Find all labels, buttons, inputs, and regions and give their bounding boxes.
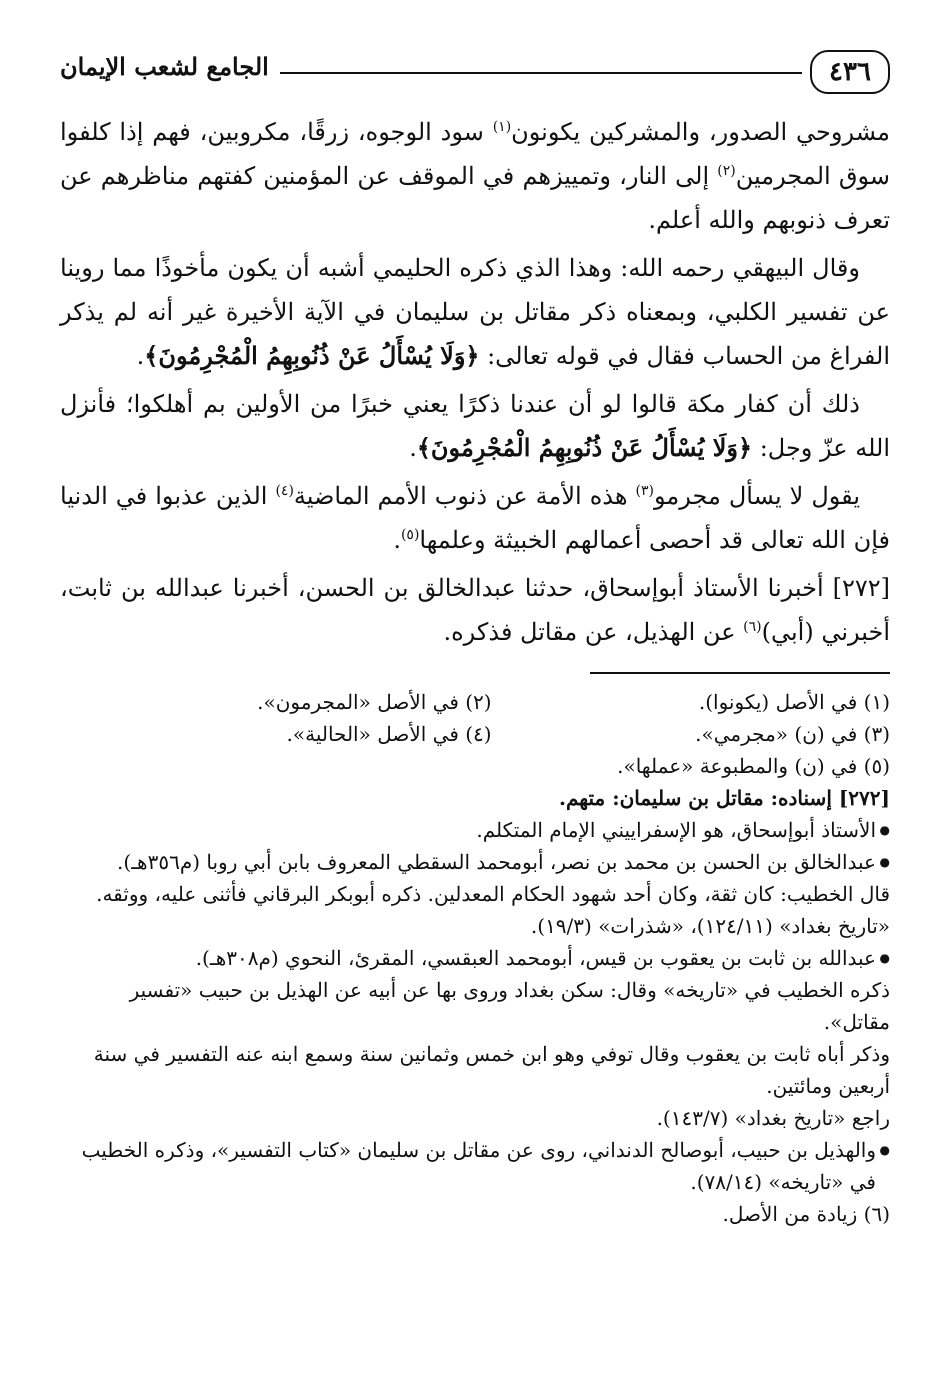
paragraph-2 — [60, 246, 890, 378]
book-page — [60, 40, 890, 1230]
footnote-6: (٦) زيادة من الأصل. — [722, 1202, 890, 1226]
main-text — [60, 110, 890, 654]
paragraph-3 — [60, 382, 890, 470]
p4-end: . — [393, 526, 401, 554]
quran-verse-2: ﴿وَلَا يُسْأَلُ عَنْ ذُنُوبِهِمُ الْمُجْرِمُونَ﴾ — [416, 433, 753, 462]
p1-text-b: سود الوجوه، زرقًا، مكروبين، فهم إذا كلفوا سوق المجرمين — [60, 118, 890, 190]
footnote-ref-3[interactable]: (٣) — [635, 483, 654, 499]
footnote-1: (١) في الأصل (يكونوا). — [698, 690, 890, 714]
footnote-ref-1[interactable]: (١) — [492, 119, 512, 135]
p5-text-a: [٢٧٢] أخبرنا الأستاذ أبوإسحاق، حدثنا عبدالخالق بن الحسن، أخبرنا عبدالله بن ثابت، أخبرني (أبي) — [60, 574, 890, 646]
paragraph-4 — [60, 474, 890, 562]
p4-text-b: هذه الأمة عن ذنوب الأمم الماضية — [293, 482, 636, 510]
p1-text-a: مشروحي الصدور، والمشركين يكونون — [511, 118, 890, 146]
p4-text-c: الذين عذبوا في الدنيا فإن الله تعالى قد أحصى أعمالهم الخبيثة وعلمها — [60, 482, 890, 554]
bullet-abdullah: ● عبدالله بن ثابت بن يعقوب بن قيس، أبومحمد العبقسي، المقرئ، النحوي (م٣٠٨هـ). — [60, 942, 890, 974]
bullet-ishaq: ● الأستاذ أبوإسحاق، هو الإسفراييني الإمام المتكلم. — [60, 814, 890, 846]
p2-text: وقال البيهقي رحمه الله: وهذا الذي ذكره الحليمي أشبه أن يكون مأخوذًا مما روينا عن تفسير الكلبي، وبمعناه ذكر مقاتل بن سليمان في الآية الأخيرة غير أنه لم يذكر الفراغ من الحساب فقال في قوله تعالى: — [60, 254, 890, 370]
abdullah-father: وذكر أباه ثابت بن يعقوب وقال توفي وهو ابن خمس وثمانين سنة وسمع ابنه عنه التفسير في سنة أربعين ومائتين. — [93, 1042, 890, 1098]
bullet-hudhayl: ● والهذيل بن حبيب، أبوصالح الدنداني، روى عن مقاتل بن سليمان «كتاب التفسير»، وذكره الخطيب في «تاريخه» (٧٨/١٤). — [60, 1134, 890, 1198]
page-header — [60, 40, 890, 100]
header-rule — [280, 72, 802, 74]
footnote-ref-2[interactable]: (٢) — [717, 163, 736, 179]
footnote-3: (٣) في (ن) «مجرمي». — [695, 722, 890, 746]
footnote-row-1 — [60, 686, 890, 718]
footnotes — [60, 686, 890, 1230]
book-title: الجامع لشعب الإيمان — [60, 52, 269, 81]
p3-end: . — [409, 434, 417, 462]
p1-text-c: إلى النار، وتمييزهم في الموقف عن المؤمنين كفتهم مناظرهم عن تعرف ذنوبهم والله أعلم. — [60, 162, 890, 234]
abdulkhaliq-ref: «تاريخ بغداد» (١٢٤/١١)، «شذرات» (١٩/٣). — [530, 914, 890, 938]
p3-text: ذلك أن كفار مكة قالوا لو أن عندنا ذكرًا يعني خبرًا من الأولين بم أهلكوا؛ فأنزل الله عزّ وجل: — [60, 390, 890, 462]
footnote-row-2 — [60, 718, 890, 750]
p5-text-b: عن الهذيل، عن مقاتل فذكره. — [443, 618, 744, 646]
page-number: ٤٣٦ — [810, 50, 890, 94]
footnote-4: (٤) في الأصل «الحالية». — [286, 722, 492, 746]
footnote-ref-6[interactable]: (٦) — [743, 619, 762, 635]
quran-verse-1: ﴿وَلَا يُسْأَلُ عَنْ ذُنُوبِهِمُ الْمُجْرِمُونَ﴾ — [144, 341, 480, 370]
abdulkhaliq-khatib: قال الخطيب: كان ثقة، وكان أحد شهود الحكام المعدلين. ذكره أبوبكر البرقاني فأثنى عليه، ووثقه. — [96, 882, 890, 906]
isnad-note: [٢٧٢] إسناده: مقاتل بن سليمان: متهم. — [559, 786, 890, 810]
paragraph-1 — [60, 110, 890, 242]
abdullah-khatib: ذكره الخطيب في «تاريخه» وقال: سكن بغداد وروى بها عن أبيه عن الهذيل بن حبيب «تفسير مقاتل». — [129, 978, 890, 1034]
p4-text-a: يقول لا يسأل مجرمو — [654, 482, 860, 510]
bullet-abdulkhaliq: ● عبدالخالق بن الحسن بن محمد بن نصر، أبومحمد السقطي المعروف بابن أبي روبا (م٣٥٦هـ). — [60, 846, 890, 878]
footnote-ref-5[interactable]: (٥) — [400, 527, 420, 543]
p2-end: . — [136, 342, 145, 370]
footnote-2: (٢) في الأصل «المجرمون». — [257, 690, 492, 714]
footnote-divider — [590, 672, 890, 674]
footnote-5: (٥) في (ن) والمطبوعة «عملها». — [617, 754, 890, 778]
footnote-ref-4[interactable]: (٤) — [275, 483, 294, 499]
paragraph-5 — [60, 566, 890, 654]
abdullah-ref: راجع «تاريخ بغداد» (١٤٣/٧). — [656, 1106, 890, 1130]
